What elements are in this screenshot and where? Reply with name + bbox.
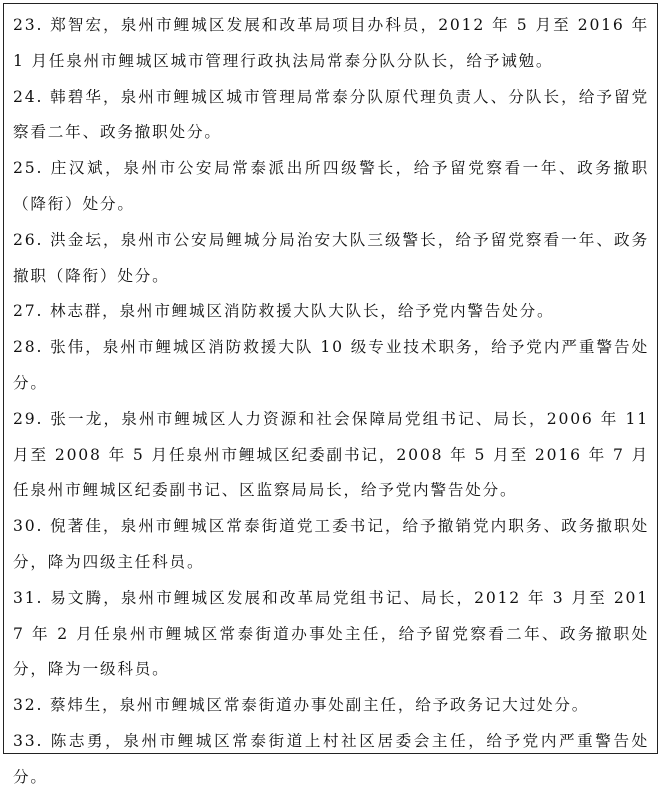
- list-item: 31. 易文腾，泉州市鲤城区发展和改革局党组书记、局长，2012 年 3 月至 2017 年 2 月任泉州市鲤城区常泰街道办事处主任，给予留党察看二年、政务撤职处分，降为一级科员。: [13, 588, 649, 679]
- list-item: 27. 林志群，泉州市鲤城区消防救援大队大队长，给予党内警告处分。: [13, 302, 555, 321]
- list-item: 25. 庄汉斌，泉州市公安局常泰派出所四级警长，给予留党察看一年、政务撤职（降衔）处分。: [13, 159, 649, 213]
- list-item: 24. 韩碧华，泉州市鲤城区城市管理局常泰分队原代理负责人、分队长，给予留党察看二年、政务撤职处分。: [13, 87, 649, 142]
- list-item: 33. 陈志勇，泉州市鲤城区常泰街道上村社区居委会主任，给予党内严重警告处分。: [13, 731, 649, 786]
- list-item: 30. 倪著佳，泉州市鲤城区常泰街道党工委书记，给予撤销党内职务、政务撤职处分，降为四级主任科员。: [13, 517, 649, 571]
- list-item: 23. 郑智宏，泉州市鲤城区发展和改革局项目办科员，2012 年 5 月至 2016 年 1 月任泉州市鲤城区城市管理行政执法局常泰分队分队长，给予诫勉。: [13, 16, 649, 70]
- document-frame: [3, 3, 658, 786]
- list-item: 26. 洪金坛，泉州市公安局鲤城分局治安大队三级警长，给予留党察看一年、政务撤职（降衔）处分。: [13, 230, 649, 285]
- disciplinary-list: [4, 4, 657, 796]
- list-item: 29. 张一龙，泉州市鲤城区人力资源和社会保障局党组书记、局长，2006 年 11 月至 2008 年 5 月任泉州市鲤城区纪委副书记，2008 年 5 月至 2016 年 7 月任泉州市鲤城区纪委副书记、区监察局局长，给予党内警告处分。: [13, 409, 649, 500]
- list-item: 32. 蔡炜生，泉州市鲤城区常泰街道办事处副主任，给予政务记大过处分。: [13, 696, 590, 715]
- list-item: 28. 张伟，泉州市鲤城区消防救援大队 10 级专业技术职务，给予党内严重警告处分。: [13, 338, 649, 392]
